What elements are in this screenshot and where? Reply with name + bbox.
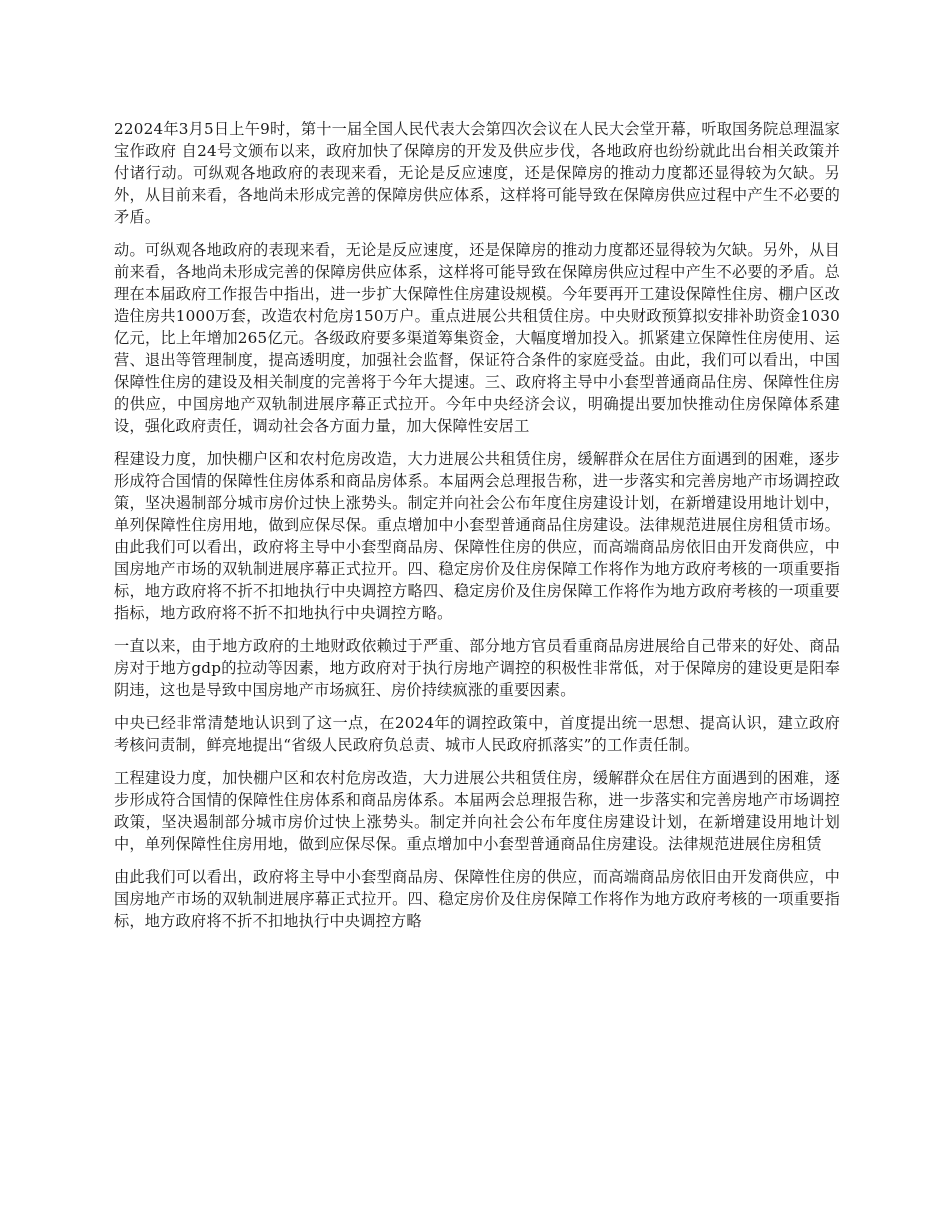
paragraph: 一直以来，由于地方政府的土地财政依赖过于严重、部分地方官员看重商品房进展给自己带来的好处、商品房对于地方gdp的拉动等因素，地方政府对于执行房地产调控的积极性非常低，对于保障房的建设更是阳奉阴违，这也是导致中国房地产市场疯狂、房价持续疯涨的重要因素。 [114,637,840,699]
paragraph: 程建设力度，加快棚户区和农村危房改造，大力进展公共租赁住房，缓解群众在居住方面遇到的困难，逐步形成符合国情的保障性住房体系和商品房体系。本届两会总理报告称，进一步落实和完善房地产市场调控政策，坚决遏制部分城市房价过快上涨势头。制定并向社会公布年度住房建设计划，在新增建设用地计划中，单列保障性住房用地，做到应保尽保。重点增加中小套型普通商品住房建设。法律规范进展住房租赁市场。由此我们可以看出，政府将主导中小套型商品房、保障性住房的供应，而高端商品房依旧由开发商供应，中国房地产市场的双轨制进展序幕正式拉开。四、稳定房价及住房保障工作将作为地方政府考核的一项重要指标，地方政府将不折不扣地执行中央调控方略四、稳定房价及住房保障工作将作为地方政府考核的一项重要指标，地方政府将不折不扣地执行中央调控方略。 [114,450,840,622]
paragraph: 动。可纵观各地政府的表现来看，无论是反应速度，还是保障房的推动力度都还显得较为欠缺。另外，从目前来看，各地尚未形成完善的保障房供应体系，这样将可能导致在保障房供应过程中产生不必要的矛盾。总理在本届政府工作报告中指出，进一步扩大保障性住房建设规模。今年要再开工建设保障性住房、棚户区改造住房共1000万套，改造农村危房150万户。重点进展公共租赁住房。中央财政预算拟安排补助资金1030亿元，比上年增加265亿元。各级政府要多渠道筹集资金，大幅度增加投入。抓紧建立保障性住房使用、运营、退出等管理制度，提高透明度，加强社会监督，保证符合条件的家庭受益。由此，我们可以看出，中国保障性住房的建设及相关制度的完善将于今年大提速。三、政府将主导中小套型普通商品住房、保障性住房的供应，中国房地产双轨制进展序幕正式拉开。今年中央经济会议，明确提出要加快推动住房保障体系建设，强化政府责任，调动社会各方面力量，加大保障性安居工 [114,241,840,435]
document-body [114,118,840,943]
paragraph: 22024年3月5日上午9时，第十一届全国人民代表大会第四次会议在人民大会堂开幕，听取国务院总理温家宝作政府 自24号文颁布以来，政府加快了保障房的开发及供应步伐，各地政府也纷纷就此出台相关政策并付诸行动。可纵观各地政府的表现来看，无论是反应速度，还是保障房的推动力度都还显得较为欠缺。另外，从目前来看，各地尚未形成完善的保障房供应体系，这样将可能导致在保障房供应过程中产生不必要的矛盾。 [114,120,840,226]
paragraph: 中央已经非常清楚地认识到了这一点，在2024年的调控政策中，首度提出统一思想、提高认识，建立政府考核问责制，鲜亮地提出“省级人民政府负总责、城市人民政府抓落实”的工作责任制。 [114,714,840,754]
paragraph: 由此我们可以看出，政府将主导中小套型商品房、保障性住房的供应，而高端商品房依旧由开发商供应，中国房地产市场的双轨制进展序幕正式拉开。四、稳定房价及住房保障工作将作为地方政府考核的一项重要指标，地方政府将不折不扣地执行中央调控方略 [114,868,840,930]
paragraph: 工程建设力度，加快棚户区和农村危房改造，大力进展公共租赁住房，缓解群众在居住方面遇到的困难，逐步形成符合国情的保障性住房体系和商品房体系。本届两会总理报告称，进一步落实和完善房地产市场调控政策，坚决遏制部分城市房价过快上涨势头。制定并向社会公布年度住房建设计划，在新增建设用地计划中，单列保障性住房用地，做到应保尽保。重点增加中小套型普通商品住房建设。法律规范进展住房租赁 [114,769,840,853]
